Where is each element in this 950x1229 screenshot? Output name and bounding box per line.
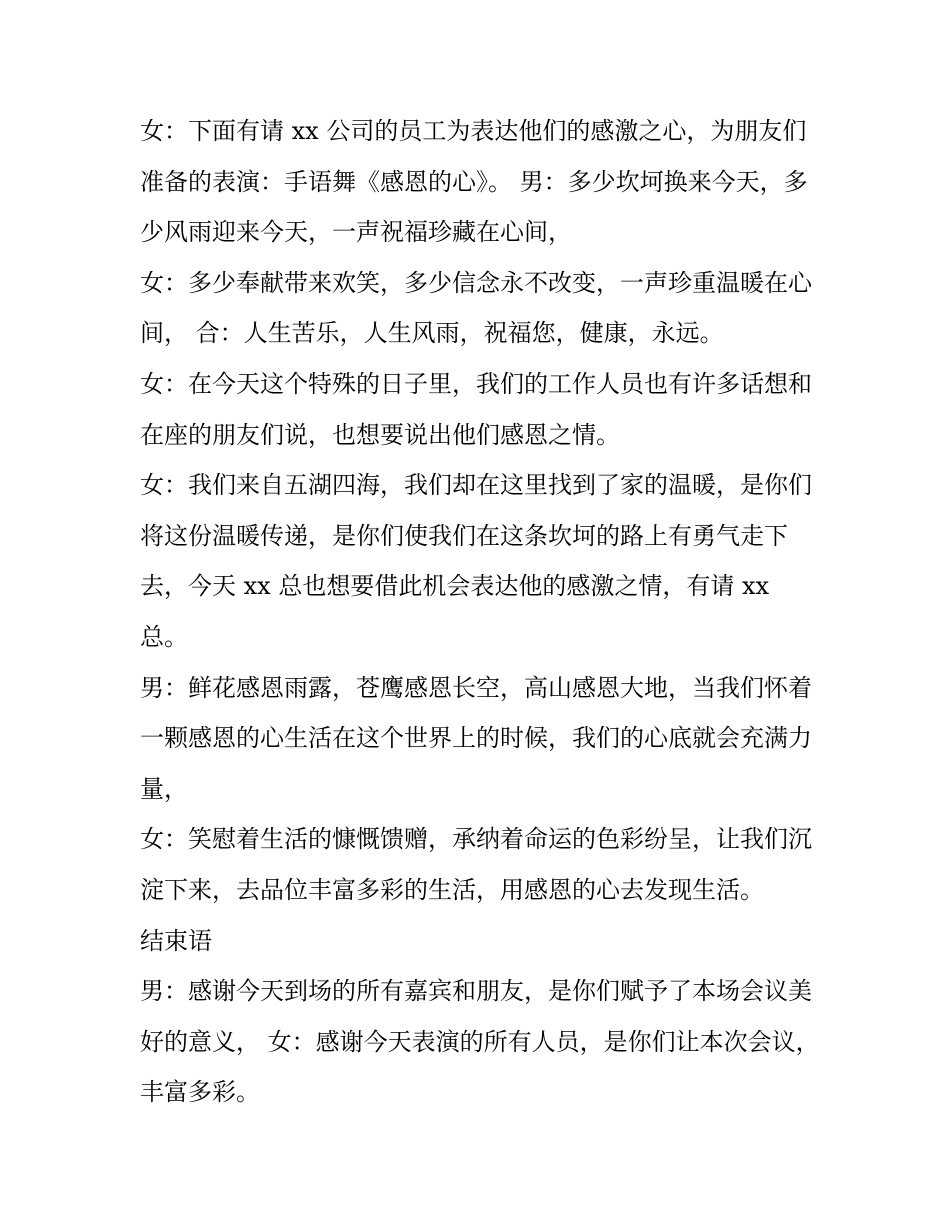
paragraph-closing-thanks: 男：感谢今天到场的所有嘉宾和朋友，是你们赋予了本场会议美好的意义， 女：感谢今天表演的所有人员，是你们让本次会议，丰富多彩。: [140, 977, 820, 1107]
paragraph-dedication: 女：多少奉献带来欢笑，多少信念永不改变，一声珍重温暖在心间， 合：人生苦乐，人生风雨，祝福您，健康，永远。: [140, 268, 812, 348]
paragraph-performance-intro: 女：下面有请 xx 公司的员工为表达他们的感激之心，为朋友们准备的表演：手语舞《感恩的心》。 男：多少坎坷换来今天，多少风雨迎来今天，一声祝福珍藏在心间，: [140, 117, 808, 247]
paragraph-family-warmth: 女：我们来自五湖四海，我们却在这里找到了家的温暖，是你们将这份温暖传递，是你们使我们在这条坎坷的路上有勇气走下去，今天 xx 总也想要借此机会表达他的感激之情，有请 xx 总。: [140, 471, 812, 651]
paragraph-special-day: 女：在今天这个特殊的日子里，我们的工作人员也有许多话想和在座的朋友们说，也想要说出他们感恩之情。: [140, 369, 812, 449]
section-heading-closing: 结束语: [140, 926, 212, 955]
paragraph-life-gifts: 女：笑慰着生活的慷慨馈赠，承纳着命运的色彩纷呈，让我们沉淀下来，去品位丰富多彩的生活，用感恩的心去发现生活。: [140, 825, 812, 904]
paragraph-gratitude-nature: 男：鲜花感恩雨露，苍鹰感恩长空，高山感恩大地，当我们怀着一颗感恩的心生活在这个世界上的时候，我们的心底就会充满力量，: [140, 673, 812, 803]
document-body: [140, 106, 820, 1118]
